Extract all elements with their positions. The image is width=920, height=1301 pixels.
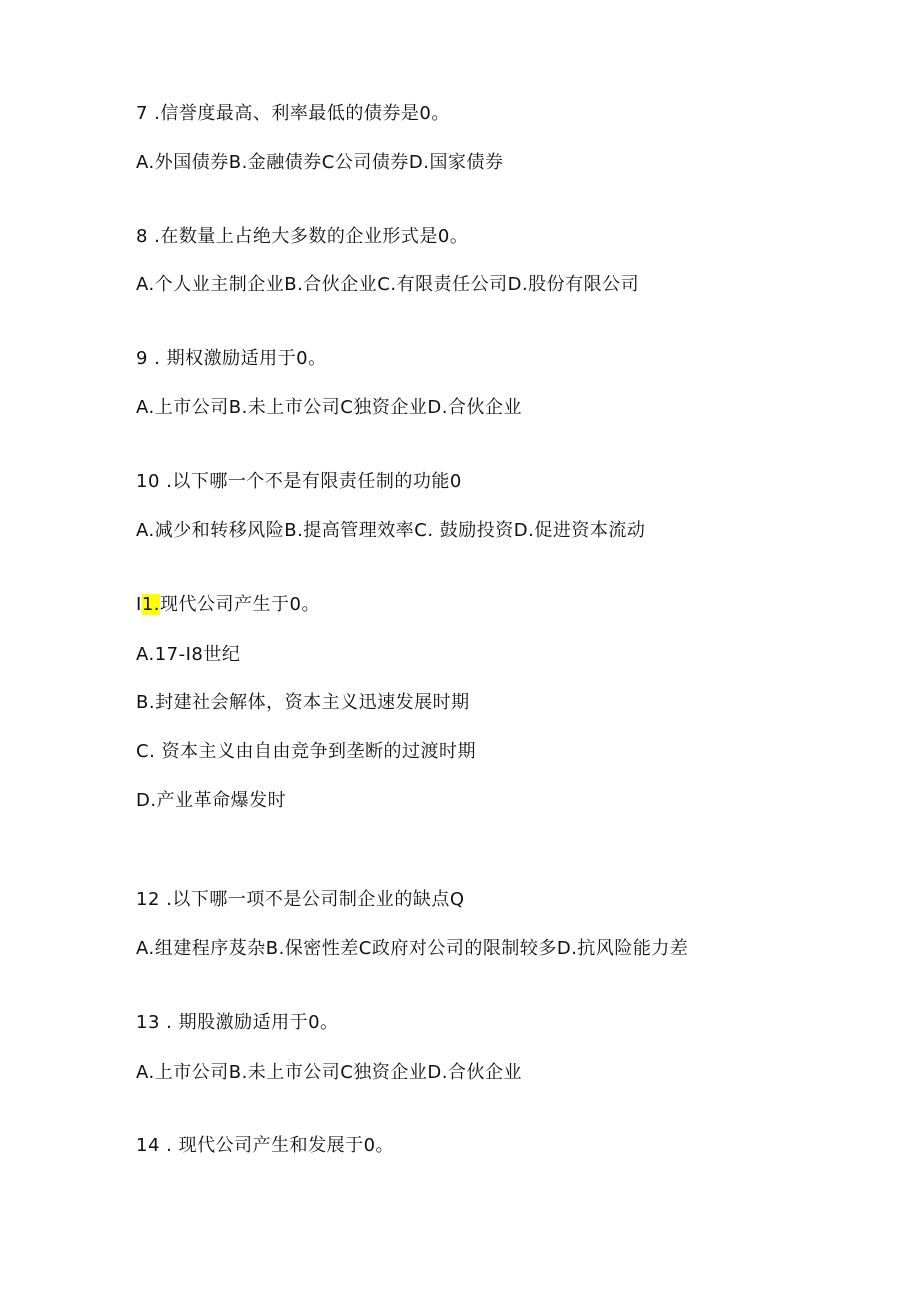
question-options: A.个人业主制企业B.合伙企业C.有限责任公司D.股份有限公司 [136, 274, 640, 295]
question-stem: 10 .以下哪一个不是有限责任制的功能0 [136, 471, 462, 492]
question-stem: 7 .信誉度最高、利率最低的债券是0。 [136, 103, 450, 124]
stem-prefix: I [136, 594, 142, 615]
question-stem: 13 . 期股激励适用于0。 [136, 1012, 339, 1033]
option-c: C. 资本主义由自由竞争到垄断的过渡时期 [136, 741, 477, 762]
question-stem: 14 . 现代公司产生和发展于0。 [136, 1135, 395, 1156]
option-d: D.产业革命爆发时 [136, 790, 287, 811]
question-options: A.外国债券B.金融债券C公司债券D.国家债券 [136, 152, 504, 173]
question-stem [136, 593, 320, 617]
stem-text: 现代公司产生于0。 [160, 594, 320, 615]
question-options: A.上市公司B.未上市公司C独资企业D.合伙企业 [136, 397, 522, 418]
question-stem: 8 .在数量上占绝大多数的企业形式是0。 [136, 226, 469, 247]
question-options: A.组建程序芨杂B.保密性差C政府对公司的限制较多D.抗风险能力差 [136, 938, 689, 959]
option-a: A.17-I8世纪 [136, 644, 241, 665]
option-b: B.封建社会解体，资本主义迅速发展时期 [136, 692, 470, 713]
question-options: A.减少和转移风险B.提高管理效率C. 鼓励投资D.促进资本流动 [136, 520, 646, 541]
question-stem: 9 . 期权激励适用于0。 [136, 348, 327, 369]
question-stem: 12 .以下哪一项不是公司制企业的缺点Q [136, 889, 465, 910]
highlighted-number: 1. [141, 594, 160, 615]
question-options: A.上市公司B.未上市公司C独资企业D.合伙企业 [136, 1062, 522, 1083]
